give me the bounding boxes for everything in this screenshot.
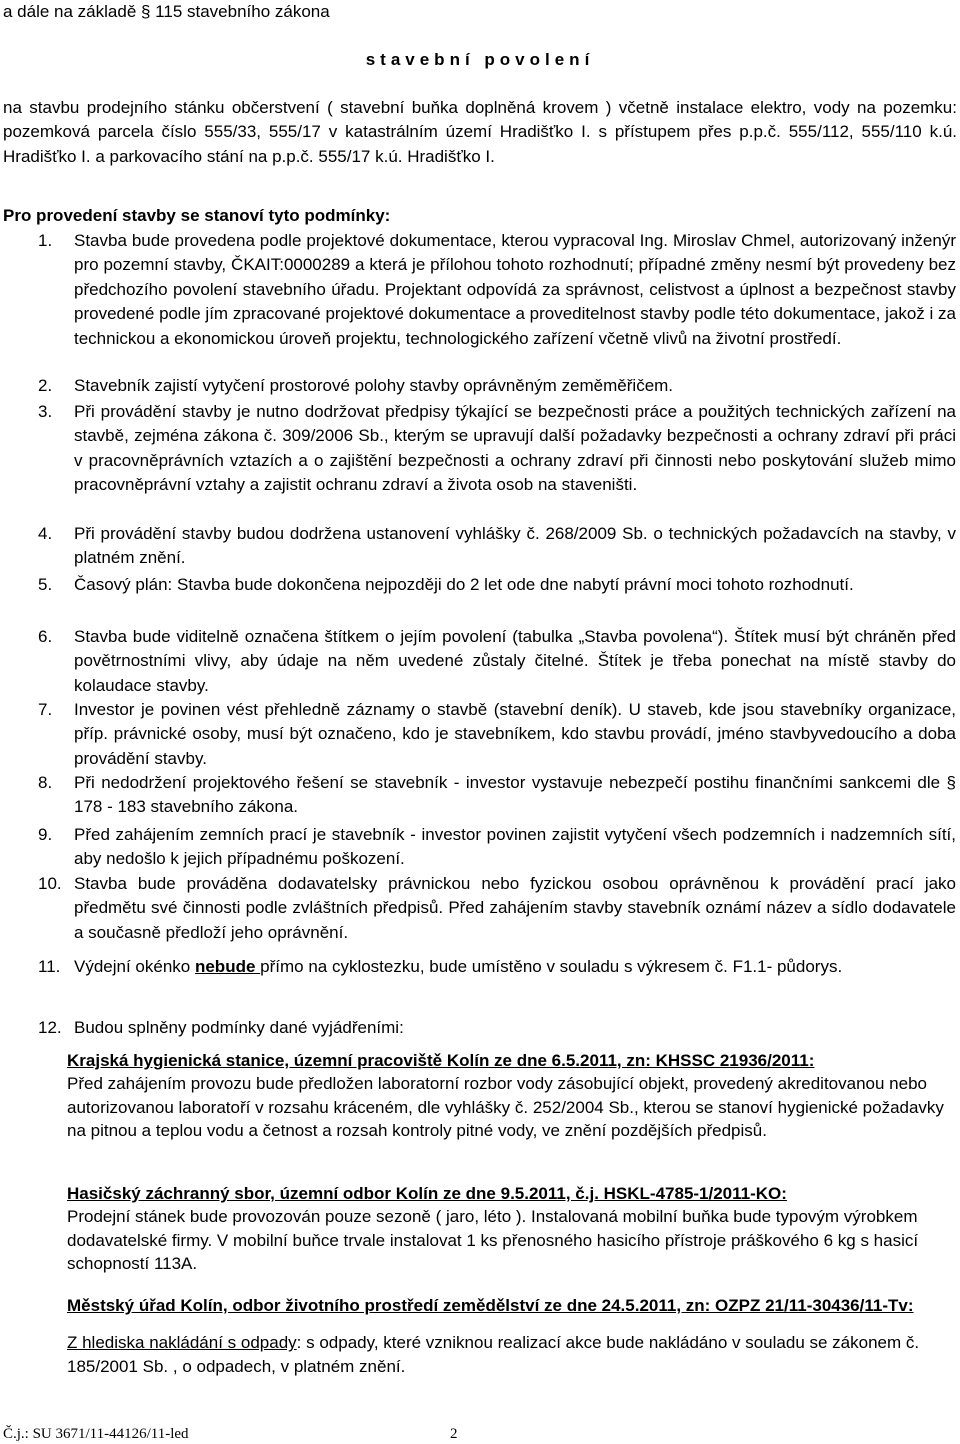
condition-text-before: Výdejní okénko bbox=[74, 957, 195, 976]
subject-paragraph: na stavbu prodejního stánku občerstvení ( stavební buňka doplněná krovem ) včetně instalace elektro, vody na pozemku: pozemková parcela číslo 555/33, 555/17 v katastrálním území Hradišťko I. s přístupem přes p.p.č. 555/112, 555/110 k.ú. Hradišťko I. a parkovacího stání na p.p.č. 555/17 k.ú. Hradišťko I. bbox=[3, 98, 957, 166]
condition-number: 1. bbox=[38, 231, 53, 250]
document-heading: stavební povolení bbox=[365, 50, 595, 69]
condition-text-after: přímo na cyklostezku, bude umístěno v souladu s výkresem č. F1.1- půdorys. bbox=[260, 957, 843, 976]
condition-text: Při provádění stavby je nutno dodržovat předpisy týkající se bezpečnosti práce a použitých technických zařízení na stavbě, zejména zákona č. 309/2006 Sb., kterým se upravují další požadavky bezpečnosti a ochrany zdraví při práci v pracovněprávních vztazích a o zajištění bezpečnosti a ochrany zdraví při činnosti nebo poskytování služeb mimo pracovněprávní vztahy a zajistit ochranu zdraví a života osob na staveništi. bbox=[74, 402, 956, 495]
intro-line: a dále na základě § 115 stavebního zákona bbox=[3, 2, 330, 21]
condition-number: 5. bbox=[38, 575, 53, 594]
condition-item-7 bbox=[38, 698, 956, 771]
opinion-body bbox=[67, 1331, 952, 1378]
condition-item-11 bbox=[38, 955, 956, 979]
condition-text: Stavebník zajistí vytyčení prostorové polohy stavby oprávněným zeměměřičem. bbox=[74, 376, 674, 395]
condition-item-4 bbox=[38, 522, 956, 571]
condition-item-12 bbox=[38, 1016, 956, 1040]
condition-number: 10. bbox=[38, 874, 62, 893]
opinion-khs bbox=[67, 1049, 952, 1143]
page-footer bbox=[3, 1425, 458, 1443]
condition-item-5 bbox=[38, 573, 956, 597]
condition-item-1 bbox=[38, 229, 956, 351]
condition-item-9 bbox=[38, 823, 956, 872]
condition-number: 3. bbox=[38, 402, 53, 421]
condition-text: Při provádění stavby budou dodržena ustanovení vyhlášky č. 268/2009 Sb. o technických požadavcích na stavby, v platném znění. bbox=[74, 524, 956, 568]
condition-number: 12. bbox=[38, 1018, 62, 1037]
condition-number: 9. bbox=[38, 825, 53, 844]
condition-item-8 bbox=[38, 771, 956, 820]
reference-number: Č.j.: SU 3671/11-44126/11-led bbox=[3, 1426, 189, 1442]
condition-text: Budou splněny podmínky dané vyjádřeními: bbox=[74, 1018, 404, 1037]
condition-number: 4. bbox=[38, 524, 53, 543]
opinion-mu bbox=[67, 1294, 952, 1378]
condition-item-2 bbox=[38, 374, 956, 398]
condition-item-6 bbox=[38, 625, 956, 698]
condition-text: Investor je povinen vést přehledně záznamy o stavbě (stavební deník). U staveb, kde jsou stavebníky organizace, příp. právnické osoby, musí být označeno, kdo je stavebníkem, kdo stavbu provádí, jméno stavbyvedoucího a doba provádění stavby. bbox=[74, 700, 956, 768]
condition-number: 2. bbox=[38, 376, 53, 395]
condition-text: Stavba bude viditelně označena štítkem o jejím povolení (tabulka „Stavba povolena“). Štítek musí být chráněn před povětrnostními vlivy, aby údaje na něm uvedené zůstaly čitelné. Štítek je třeba ponechat na místě stavby do kolaudace stavby. bbox=[74, 627, 956, 695]
opinion-body-label: Z hlediska nakládání s odpady bbox=[67, 1333, 297, 1353]
opinion-body: Prodejní stánek bude provozován pouze sezoně ( jaro, léto ). Instalovaná mobilní buňka bude typovým výrobkem dodavatelské firmy. V mobilní buňce trvale instalovat 1 ks přenosného hasicího přístroje práškového 6 kg s hasicí schopností 113A. bbox=[67, 1207, 919, 1274]
opinion-body-text: : s odpady, které vzniknou realizací akce bude nakládáno v souladu se zákonem č. 185/2001 Sb. , o odpadech, v platném znění. bbox=[67, 1333, 920, 1376]
condition-number: 7. bbox=[38, 700, 53, 719]
opinion-title: Krajská hygienická stanice, územní pracoviště Kolín ze dne 6.5.2011, zn: KHSSC 21936/2011: bbox=[67, 1051, 815, 1070]
opinion-title: Městský úřad Kolín, odbor životního prostředí zemědělství ze dne 24.5.2011, zn: OZPZ 21/11-30436/11-Tv: bbox=[67, 1296, 914, 1315]
condition-number: 6. bbox=[38, 627, 53, 646]
condition-text: Před zahájením zemních prací je stavebník - investor povinen zajistit vytyčení všech podzemních i nadzemních sítí, aby nedošlo k jejich případnému poškození. bbox=[74, 825, 956, 869]
condition-text: Stavba bude provedena podle projektové dokumentace, kterou vypracoval Ing. Miroslav Chmel, autorizovaný inženýr pro pozemní stavby, ČKAIT:0000289 a která je přílohou tohoto rozhodnutí; případné změny nesmí být provedeny bez předchozího povolení stavebního úřadu. Projektant odpovídá za správnost, celistvost a úplnost a bezpečnost stavby provedené podle jím zpracované projektové dokumentace a proveditelnost stavby podle této dokumentace, jakož i za technickou a ekonomickou úroveň projektu, technologického zařízení včetně vlivů na životní prostředí. bbox=[74, 231, 956, 348]
condition-text: Při nedodržení projektového řešení se stavebník - investor vystavuje nebezpečí postihu finančními sankcemi dle § 178 - 183 stavebního zákona. bbox=[74, 773, 956, 817]
opinion-hzs bbox=[67, 1182, 952, 1276]
page-number: 2 bbox=[450, 1426, 458, 1442]
condition-text bbox=[74, 955, 956, 979]
condition-item-10 bbox=[38, 872, 956, 945]
condition-number: 11. bbox=[38, 957, 61, 976]
opinion-title: Hasičský záchranný sbor, územní odbor Kolín ze dne 9.5.2011, č.j. HSKL-4785-1/2011-KO: bbox=[67, 1184, 787, 1203]
condition-text-emphasis: nebude bbox=[194, 957, 261, 976]
condition-text: Stavba bude prováděna dodavatelsky právnickou nebo fyzickou osobou oprávněnou k provádění prací jako předmětu své činnosti podle zvláštních předpisů. Před zahájením stavby stavebník oznámí název a sídlo dodavatele a současně předloží jeho oprávnění. bbox=[74, 874, 956, 942]
condition-item-3 bbox=[38, 400, 956, 498]
opinion-body: Před zahájením provozu bude předložen laboratorní rozbor vody zásobující objekt, provedený akreditovanou nebo autorizovanou laboratoří v rozsahu kráceném, dle vyhlášky č. 252/2004 Sb., kterou se stanoví hygienické požadavky na pitnou a teplou vodu a četnost a rozsah kontroly pitné vody, ve znění pozdějších předpisů. bbox=[67, 1074, 944, 1141]
condition-number: 8. bbox=[38, 773, 53, 792]
conditions-title: Pro provedení stavby se stanoví tyto podmínky: bbox=[3, 206, 391, 225]
condition-text: Časový plán: Stavba bude dokončena nejpozději do 2 let ode dne nabytí právní moci tohoto rozhodnutí. bbox=[74, 575, 854, 594]
